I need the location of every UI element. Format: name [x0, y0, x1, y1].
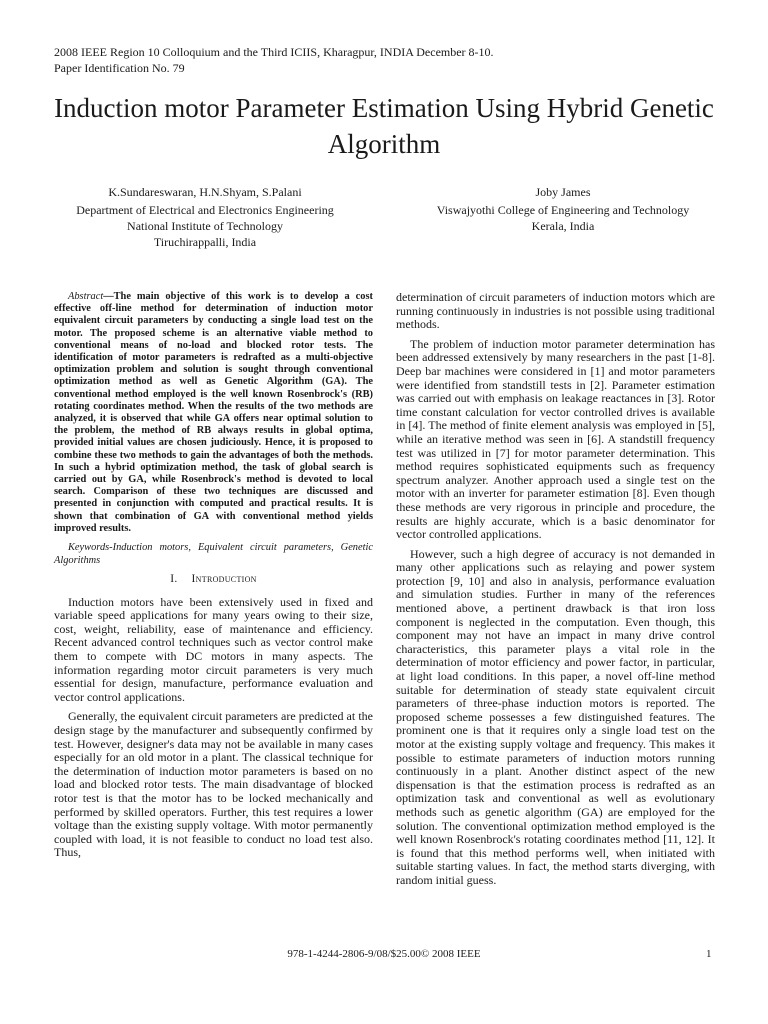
abstract-label: Abstract [68, 291, 104, 302]
author-department: Department of Electrical and Electronics Engineering [76, 203, 334, 217]
author-location: Kerala, India [531, 219, 595, 233]
body-paragraph-continued: determination of circuit parameters of induction motors which are running continuously in industries is not possible using traditional methods. [396, 290, 715, 332]
body-paragraph: However, such a high degree of accuracy is not demanded in many other applications such as relaying and power system protection [9, 10] and also in analysis, performance evaluation and simulation studies. Further in many of the references mentioned above, a pertinent drawback is that iron loss component is neglected in the computation. Even though, this component may not have an impact in many drive control characteristics, this parameter plays a vital role in the determination of motor efficiency and power factor, in particular, at light load conditions. In this paper, a novel off-line method suitable for determination of steady state equivalent circuit parameters of three-phase induction motors is reported. The proposed scheme possesses a few distinguished features. The prominent one is that it requires only a single load test on the motor at the existing supply voltage and frequency. This makes it possible to estimate parameters of induction motors running continuously in a plant. Another distinct aspect of the new dispensation is that the estimation process is redrafted as an optimization task and conventional as well as evolutionary methods such as genetic algorithm (GA) are employed for the solution. The conventional optimization method employed is the well known Rosenbrock's rotating coordinates method [11, 12]. It is found that this method performs well, when initiated with suitable starting values. In fact, the method starts diverging, with random initial guess. [396, 546, 715, 887]
conference-line: 2008 IEEE Region 10 Colloquium and the Third ICIIS, Kharagpur, INDIA December 8-10. [54, 45, 494, 59]
abstract [54, 291, 373, 535]
right-column [396, 291, 715, 894]
body-paragraph: The problem of induction motor parameter determination has been addressed extensively by many researchers in the past [1-8]. Deep bar machines were considered in [1] and motor parameters were identified from standstill tests in [2]. Parameter estimation was carried out with emphasis on leakage reactances in [3]. Rotor time constant calculation for vector controlled drives is available in [4]. The method of finite element analysis was employed in [5], while an iterative method was seen in [6]. A standstill frequency test was utilized in [7] for motor parameter determination. This method requires sophisticated equipments such as frequency spectrum analyzer. Another approach used a single test on the motor with an inverter for parameter estimation [8]. Even though these methods are very rigorous in principle and procedure, the results are highly accurate, which is a basic denominator for vector controlled applications. [396, 336, 715, 542]
abstract-dash: — [103, 291, 114, 302]
section-number: I. [170, 573, 178, 586]
section-title: Introduction [191, 573, 257, 586]
abstract-text: The main objective of this work is to develop a cost effective off-line method for determination of induction motor equivalent circuit parameters by conducting a single load test on the motor. The proposed scheme is an alternative viable method to conventional means of no-load and blocked rotor tests. The identification of motor parameters is redrafted as a multi-objective optimization problem and solution is sought through conventional optimization method as well as Genetic Algorithm (GA). The conventional method employed is the well known Rosenbrock's (RB) rotating coordinates method. When the results of the two methods are analyzed, it is observed that while GA offers near optimal solution to the problem, the method of RB always results in global optima, provided initial values are chosen judiciously. Hence, it is proposed to combine these two methods to gain the advantages of both the methods. In such a hybrid optimization method, the task of global search is carried out by GA, while Rosenbrock's method is devoted to local search. Comparison of these two techniques are discussed and presented in conjunction with computed and practical results. It is shown that combination of GA with conventional method yields improved results. [54, 291, 373, 534]
left-column [54, 291, 373, 866]
author-location: Tiruchirappalli, India [153, 235, 257, 249]
author-block-left [40, 184, 370, 250]
author-names: Joby James [535, 185, 591, 199]
conference-header [54, 44, 494, 76]
body-paragraph: Generally, the equivalent circuit parameters are predicted at the design stage by the manufacturer and subsequently confirmed by test. However, designer's data may not be available in many cases especially for an old motor in a plant. The classical technique for the determination of induction motor parameters is based on no load and blocked rotor tests. The main disadvantage of blocked rotor test is that the motor has to be locked mechanically and performed by skilled operators. Further, this test requires a lower voltage than the existing supply voltage. With motor permanently coupled with load, it is not feasible to conduct no load test also. Thus, [54, 709, 373, 860]
body-paragraph: Induction motors have been extensively used in fixed and variable speed applications for many years owing to their size, cost, weight, reliability, ease of maintenance and efficiency. Recent advanced control techniques such as vector control make them to compete with DC motors in many aspects. The information regarding motor circuit parameters is very much essential for design, manufacture, performance evaluation and vector control applications. [54, 594, 373, 704]
author-block-right [398, 184, 728, 234]
author-institution: National Institute of Technology [127, 219, 283, 233]
author-names: K.Sundareswaran, H.N.Shyam, S.Palani [108, 185, 302, 199]
author-institution: Viswajyothi College of Engineering and Technology [436, 203, 690, 217]
paper-id-line: Paper Identification No. 79 [54, 61, 185, 75]
section-heading-introduction [54, 573, 373, 587]
page-number: 1 [706, 948, 712, 960]
paper-title: Induction motor Parameter Estimation Using Hybrid Genetic Algorithm [54, 93, 714, 159]
keywords: Keywords-Induction motors, Equivalent circuit parameters, Genetic Algorithms [54, 542, 373, 567]
footer-copyright: 978-1-4244-2806-9/08/$25.00© 2008 IEEE [287, 948, 481, 960]
